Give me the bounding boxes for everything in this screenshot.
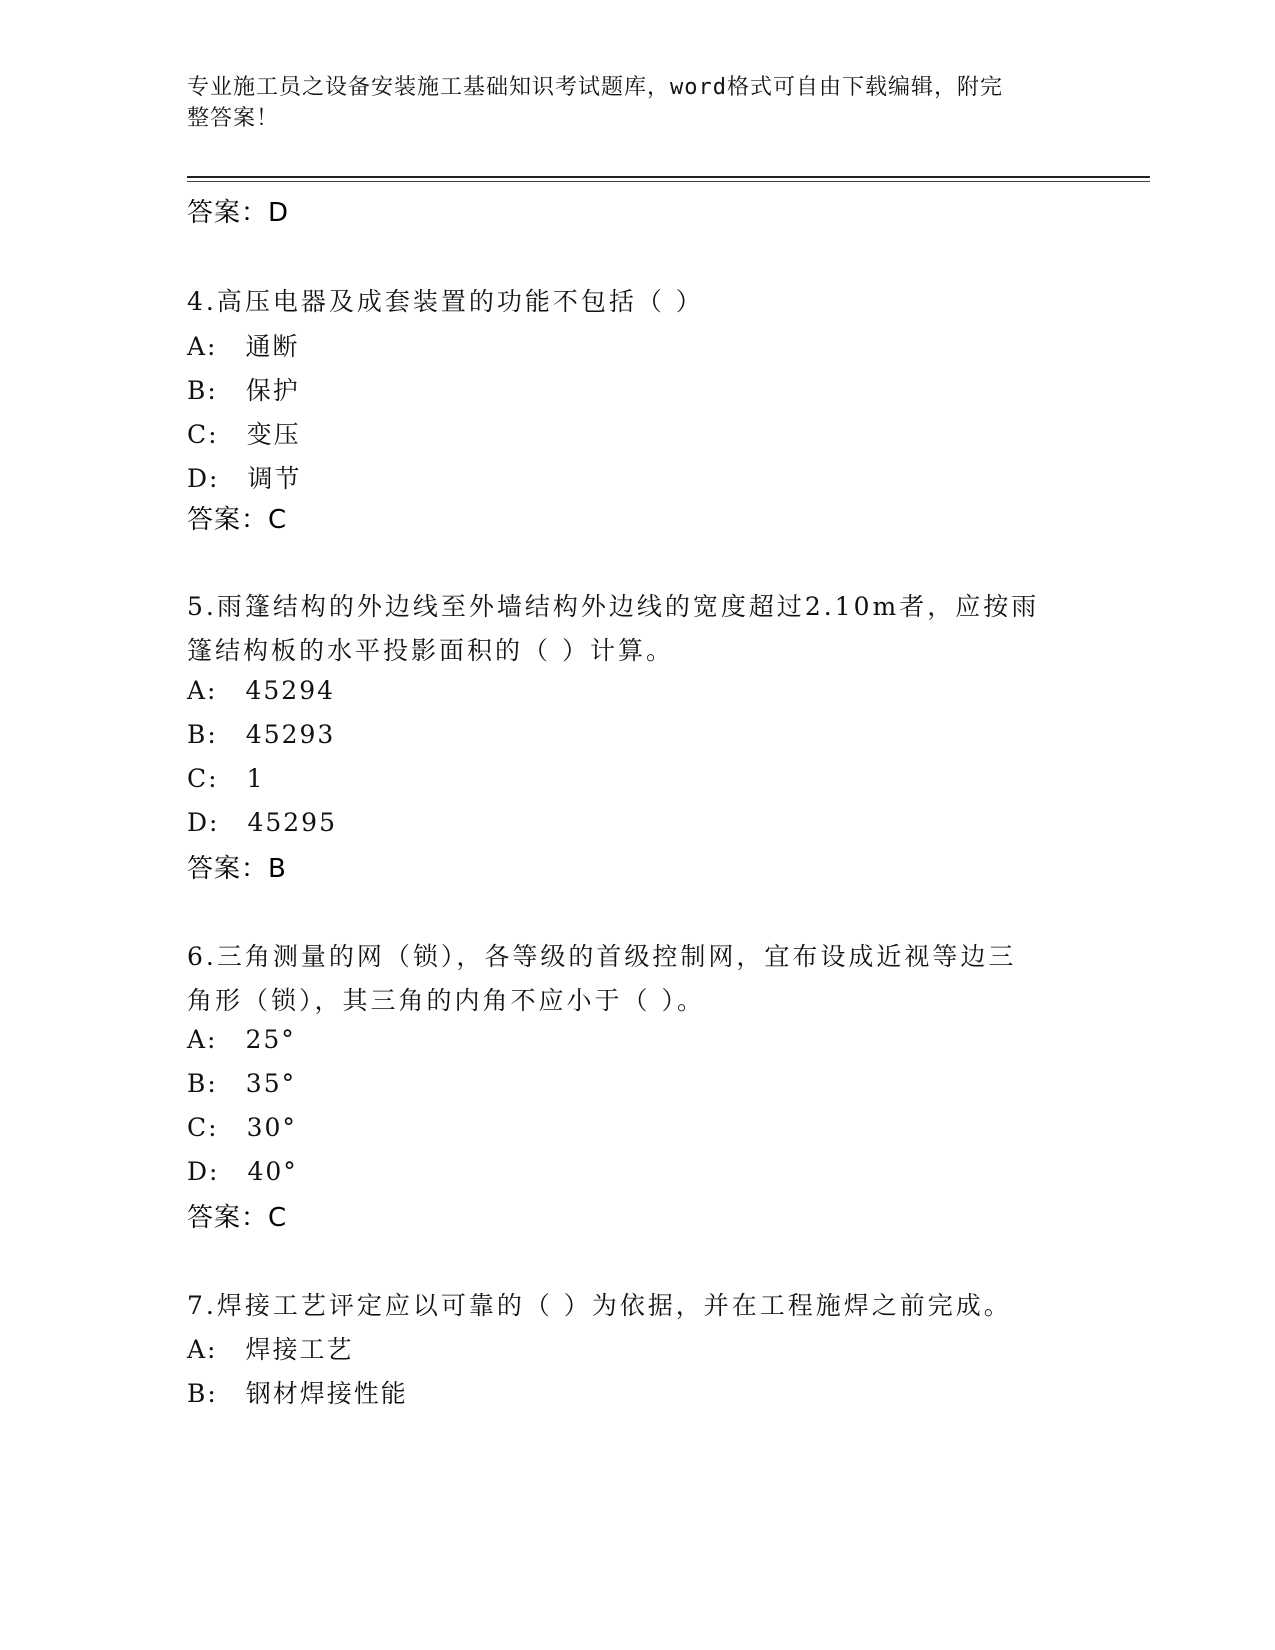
option-text: 25° [245,1025,296,1054]
question-stem: 5.雨篷结构的外边线至外墙结构外边线的宽度超过2.10m者，应按雨 [187,592,1040,621]
header-line-2: 整答案！ [187,106,280,131]
option-a [187,327,300,363]
option-label: D: [187,1157,220,1186]
option-text: 45294 [245,676,336,705]
option-d [187,808,337,837]
option-label: A: [187,676,218,705]
answer-label: 答案：B [187,854,287,884]
option-a [187,1025,296,1054]
option-text: 30° [246,1113,297,1142]
header-divider [187,176,1150,178]
question-stem-continued: 篷结构板的水平投影面积的（ ）计算。 [187,636,674,665]
option-label: B: [187,376,218,405]
option-a [187,1330,354,1366]
option-label: C: [187,764,219,793]
option-text: 40° [247,1157,298,1186]
option-label: A: [187,332,218,361]
option-label: A: [187,1025,218,1054]
header-line-1: 专业施工员之设备安装施工基础知识考试题库，word格式可自由下载编辑，附完 [187,75,1003,100]
option-text: 35° [245,1069,297,1098]
option-b [187,371,300,407]
option-label: C: [187,1113,219,1142]
option-text: 焊接工艺 [245,1335,354,1364]
document-header [187,72,1067,134]
option-label: D: [187,464,220,493]
question-stem: 4.高压电器及成套装置的功能不包括（ ） [187,287,704,316]
option-a [187,676,335,705]
option-text: 1 [246,764,265,793]
option-label: B: [187,1379,218,1408]
option-label: B: [187,720,218,749]
option-text: 钢材焊接性能 [245,1379,408,1408]
question-stem: 6.三角测量的网（锁），各等级的首级控制网，宜布设成近视等边三 [187,942,1017,971]
option-d [187,459,301,495]
answer-label: 答案：C [187,505,288,535]
option-c [187,1113,297,1142]
option-b [187,1374,408,1410]
option-c [187,415,301,451]
option-d [187,1157,298,1186]
question-stem-continued: 角形（锁），其三角的内角不应小于（ ）。 [187,986,705,1015]
option-label: A: [187,1335,218,1364]
previous-answer: 答案：D [187,198,290,228]
option-text: 通断 [245,332,300,361]
option-text: 45295 [247,808,337,837]
option-text: 45293 [245,720,336,749]
header-divider-thin [187,181,1150,182]
option-text: 调节 [247,464,302,493]
option-label: D: [187,808,220,837]
option-c [187,764,264,793]
option-b [187,1069,296,1098]
answer-label: 答案：C [187,1203,288,1233]
option-label: C: [187,420,219,449]
option-text: 变压 [246,420,301,449]
question-stem: 7.焊接工艺评定应以可靠的（ ）为依据，并在工程施焊之前完成。 [187,1291,1012,1320]
option-label: B: [187,1069,218,1098]
option-text: 保护 [245,376,300,405]
option-b [187,720,335,749]
